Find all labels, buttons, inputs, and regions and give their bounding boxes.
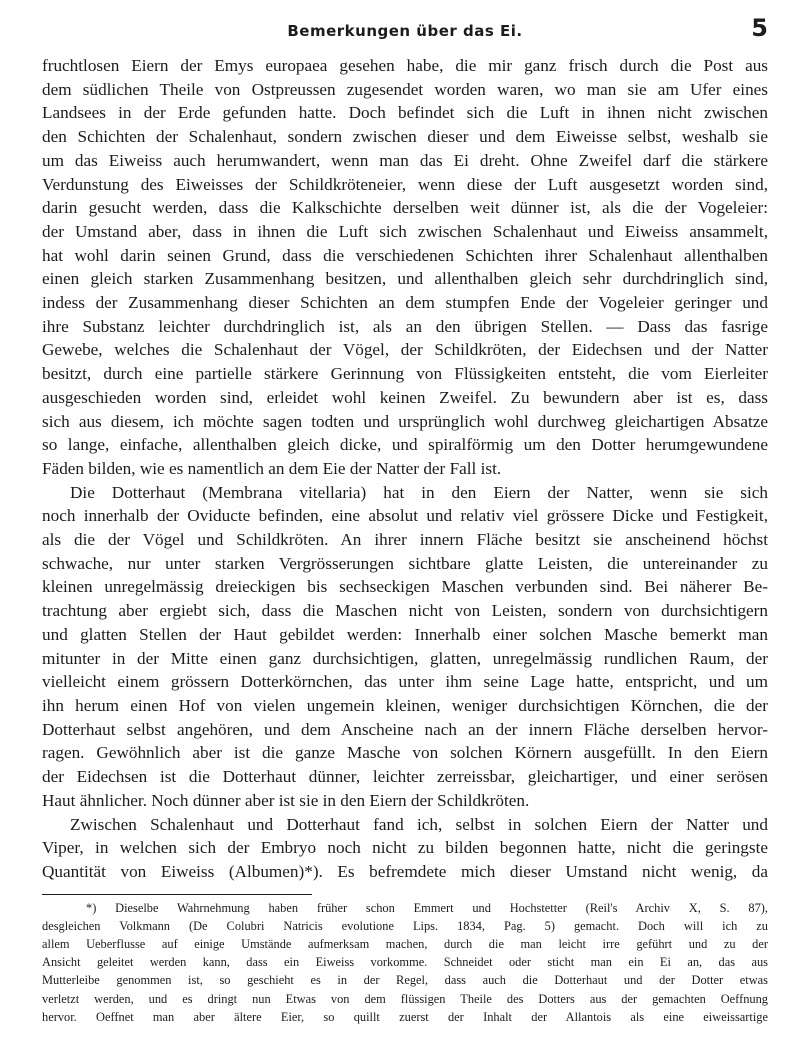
text-line: darin gesucht werden, dass die Kalkschichte derselben weit dünner ist, als die der Vogeleier: [42, 198, 768, 218]
text-line: um das Eiweiss auch herumwandert, wenn man das Ei dreht. Ohne Zweifel darf die stärkere [42, 150, 768, 170]
text-line: und glatten Stellen der Haut gebildet werden: Innerhalb einer solchen Masche bemerkt man [42, 624, 768, 644]
text-line: dem südlichen Theile von Ostpreussen zugesendet worden waren, wo man sie am Ufer eines [42, 79, 768, 99]
footnote-rule [42, 894, 312, 895]
document-page [42, 14, 768, 1026]
footnote-line: hervor. Oeffnet man aber ältere Eier, so quillt zuerst der Inhalt der Allantois als eine eiweissartige [42, 1009, 768, 1024]
text-line: als die der Vögel und Schildkröten. An ihrer innern Fläche besitzt sie anscheinend höchst [42, 530, 768, 550]
text-line: Verdunstung des Eiweisses der Schildkröteneier, wenn diese der Luft ausgesetzt worden sind, [42, 174, 768, 194]
text-line: ihn herum einen Hof von vielen ungemein kleinen, weniger durchsichtigen Körnchen, die der [42, 695, 768, 715]
text-line: trachtung aber ergiebt sich, dass die Maschen nicht von Leisten, sondern von durchsichtigern [42, 601, 768, 621]
running-header [42, 14, 768, 54]
footnote-line: Mutterleibe genommen ist, so geschieht es in der Regel, dass auch die Dotterhaut und der Dotter etwas [42, 973, 768, 988]
text-line: Quantität von Eiweiss (Albumen)*). Es befremdete mich dieser Umstand nicht wenig, da [42, 861, 768, 881]
text-line: Landsees in der Erde gefunden hatte. Doch befindet sich die Luft in ihnen nicht zwischen [42, 103, 768, 123]
text-line: Haut ähnlicher. Noch dünner aber ist sie in den Eiern der Schildkröten. [42, 790, 530, 810]
text-line: Viper, in welchen sich der Embryo noch nicht zu bilden begonnen hatte, nicht die geringste [42, 838, 768, 858]
text-line: den Schichten der Schalenhaut, sondern zwischen dieser und dem Eiweisse selbst, weshalb sie [42, 127, 768, 147]
text-line: Die Dotterhaut (Membrana vitellaria) hat in den Eiern der Natter, wenn sie sich [70, 482, 768, 502]
running-title: Bemerkungen über das Ei. [287, 22, 523, 40]
text-line: einen gleich starken Zusammenhang besitzen, und allenthalben gleich sehr durchdringlich sind, [42, 269, 768, 289]
text-line: ragen. Gewöhnlich aber ist die ganze Masche von solchen Körnern ausgefüllt. In den Eiern [42, 743, 768, 763]
footnote-line: verletzt werden, und es dringt nun Etwas von dem flüssigen Theile des Dotters aus der gemachten Oeffnung [42, 991, 768, 1006]
text-line: schwache, nur unter starken Vergrösserungen sichtbare glatte Leisten, die untereinander zu [42, 553, 768, 573]
text-line: so lange, einfache, allenthalben gleich dicke, und spiralförmig um den Dotter herumgewundene [42, 435, 768, 455]
text-line: Gewebe, welches die Schalenhaut der Vögel, der Schildkröten, der Eidechsen und der Natter [42, 340, 768, 360]
text-line: besitzt, durch eine partielle stärkere Gerinnung von Flüssigkeiten entsteht, die vom Eierleiter [42, 364, 768, 384]
text-line: der Umstand aber, dass in ihnen die Luft sich zwischen Schalenhaut und Eiweiss ansammelt, [42, 221, 768, 241]
text-line: indess der Zusammenhang dieser Schichten an dem stumpfen Ende der Vogeleier geringer und [42, 293, 768, 313]
footnote-line: *) Dieselbe Wahrnehmung haben früher schon Emmert und Hochstetter (Reil's Archiv X, S. 87), [86, 900, 768, 915]
text-line: Zwischen Schalenhaut und Dotterhaut fand ich, selbst in solchen Eiern der Natter und [70, 814, 768, 834]
text-line: mitunter in der Mitte einen ganz durchsichtigen, glatten, unregelmässig rundlichen Raum, der [42, 648, 768, 668]
text-line: hat wohl darin seinen Grund, dass die verschiedenen Schichten ihrer Schalenhaut allenthalben [42, 245, 768, 265]
footnote-line: allem Ueberflusse auf einige Umstände aufmerksam machen, durch die man leicht irre geführt und zu der [42, 937, 768, 952]
text-line: ausgeschieden worden sind, erleidet wohl keinen Zweifel. Zu bewundern aber ist es, dass [42, 387, 768, 407]
footnote-line: desgleichen Volkmann (De Colubri Natricis evolutione Lips. 1834, Pag. 5) gemacht. Doch will ich zu [42, 918, 768, 933]
footnote [42, 899, 768, 1026]
text-line: noch innerhalb der Oviducte befinden, eine absolut und relativ viel grössere Dicke und Festigkeit, [42, 506, 768, 526]
text-line: ihre Substanz leichter durchdringlich ist, als an den übrigen Stellen. — Dass das fasrige [42, 316, 768, 336]
page-number: 5 [751, 14, 768, 42]
text-line: der Eidechsen ist die Dotterhaut dünner, leichter zerreissbar, gleichartiger, und einer serösen [42, 767, 768, 787]
text-line: Fäden bilden, wie es namentlich an dem Eie der Natter der Fall ist. [42, 458, 502, 478]
text-line: sich aus diesem, ich möchte sagen todten und ursprünglich wohl durchweg gleichartigen Absatze [42, 411, 768, 431]
text-line: vielleicht einem grössern Dotterkörnchen, das unter ihm seine Lage hatte, entspricht, und um [42, 672, 768, 692]
body-text [42, 54, 768, 884]
footnote-line: Ansicht geleitet werden kann, dass ein Eiweiss vorkomme. Schneidet oder sticht man ein Ei an, das aus [42, 955, 768, 970]
text-line: Dotterhaut selbst angehören, und dem Anscheine nach an der innern Fläche derselben hervor- [42, 719, 768, 739]
text-line: fruchtlosen Eiern der Emys europaea gesehen habe, die mir ganz frisch durch die Post aus [42, 56, 768, 75]
text-line: kleinen unregelmässig dreieckigen bis sechseckigen Maschen verbunden sind. Bei näherer Be- [42, 577, 768, 597]
